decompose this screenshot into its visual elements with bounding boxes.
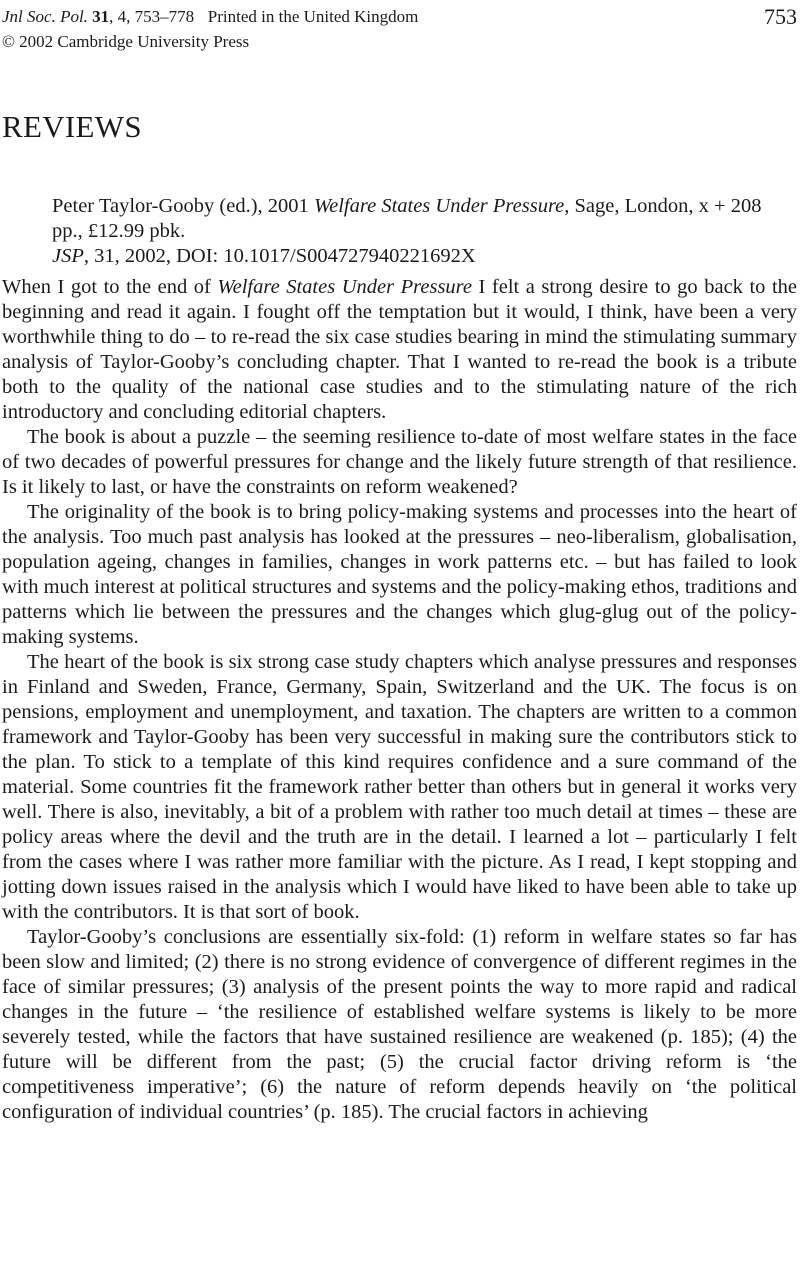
page-number: 753 [764,4,797,29]
text-run: When I got to the end of [2,276,218,298]
text-run: Taylor-Gooby’s conclusions are essentially six-fold: (1) reform in welfare states so far has been slow and limited; (2) there is no strong evidence of convergence of different regimes in the face of similar pressures; (3) analysis of the present points the way to more rapid and radical changes in the future – ‘the resilience of established welfare systems is likely to be more severely tested, while the factors that have sustained resilience are weakened (p. 185); (4) the future will be different from the past; (5) the crucial factor driving reform is ‘the competitiveness imperative’; (6) the nature of reform depends heavily on ‘the political configuration of individual countries’ (p. 185). The crucial factors in achieving [2,926,797,1123]
body-paragraph [2,650,797,925]
body-paragraph [2,275,797,425]
text-run: The book is about a puzzle – the seeming resilience to-date of most welfare states in the face of two decades of powerful pressures for change and the likely future strength of that resilience. Is it likely to last, or have the constraints on reform weakened? [2,426,797,498]
citation-line [52,194,797,244]
book-citation [52,194,797,269]
volume-number: 31 [92,7,110,26]
page-header [2,4,797,54]
journal-title: Jnl Soc. Pol. [2,7,88,26]
printed-in: Printed in the United Kingdom [207,7,419,26]
text-run: The originality of the book is to bring policy-making systems and processes into the heart of the analysis. Too much past analysis has looked at the pressures – neo-liberalism, globalisation, population ageing, changes in families, changes in work patterns etc. – but has failed to look with much interest at political structures and systems and the policy-making ethos, traditions and patterns which lie between the pressures and the changes which glug-glug out of the policy-making systems. [2,501,797,648]
journal-reference [2,4,418,54]
citation-authors-year: Peter Taylor-Gooby (ed.), 2001 [52,195,314,217]
copyright-line: © 2002 Cambridge University Press [2,32,250,51]
doi-text: , 31, 2002, DOI: 10.1017/S004727940221692X [83,245,476,267]
body-paragraph [2,500,797,650]
review-body [2,275,797,1125]
body-paragraph [2,425,797,500]
citation-publisher-info: , Sage, London, x + 208 pp., £12.99 pbk. [52,195,762,242]
book-title-italic: Welfare States Under Pressure [217,276,473,298]
body-paragraph [2,925,797,1125]
text-run: The heart of the book is six strong case study chapters which analyse pressures and responses in Finland and Sweden, France, Germany, Spain, Switzerland and the UK. The focus is on pensions, employment and unemployment, and taxation. The chapters are written to a common framework and Taylor-Gooby has been very successful in making sure the contributors stick to the plan. To stick to a template of this kind requires confidence and a sure command of the material. Some countries fit the framework rather better than others but in general it works very well. There is also, inevitably, a bit of a problem with rather too much detail at times – these are policy areas where the devil and the truth are in the detail. I learned a lot – particularly I felt from the cases where I was rather more familiar with the picture. As I read, I kept stopping and jotting down issues raised in the analysis which I would have liked to have been able to take up with the contributors. It is that sort of book. [2,651,797,923]
text-run: I felt a strong desire to go back to the beginning and read it again. I fought off the temptation but it would, I think, have been a very worthwhile thing to do – to re-read the six case studies bearing in mind the stimulating summary analysis of Taylor-Gooby’s concluding chapter. That I wanted to re-read the book is a tribute both to the quality of the national case studies and to the stimulating nature of the rich introductory and concluding editorial chapters. [2,276,797,423]
section-title: REVIEWS [2,109,142,144]
issue-pages: , 4, 753–778 [109,7,195,26]
journal-abbreviation: JSP [52,245,84,267]
book-title: Welfare States Under Pressure [313,195,565,217]
doi-line [52,244,797,269]
